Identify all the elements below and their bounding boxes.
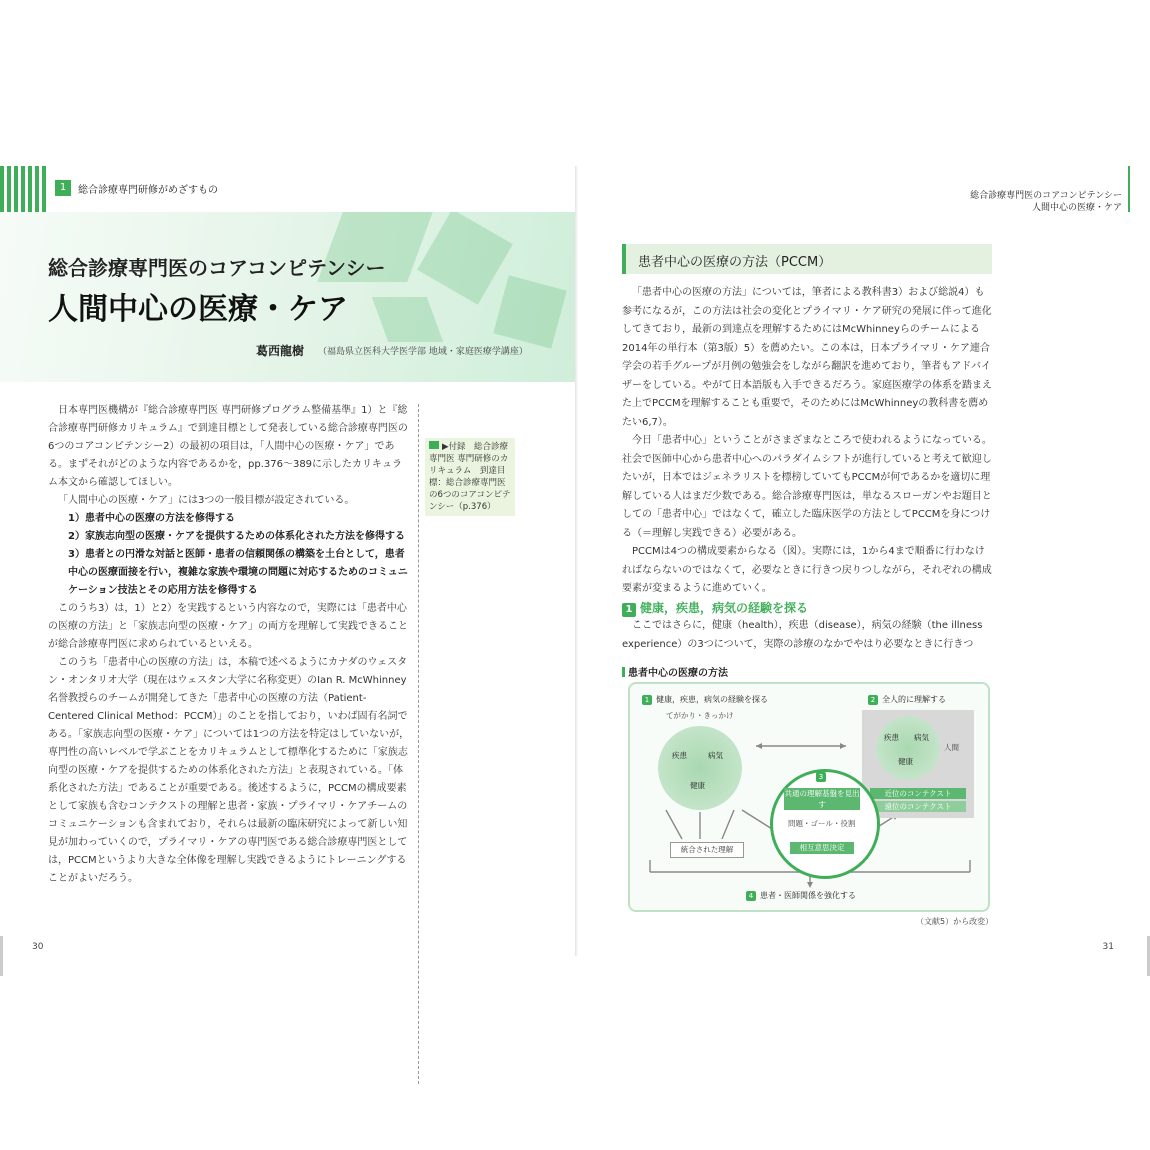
context-far: 遠位のコンテクスト	[870, 801, 966, 812]
component-2-number: 2	[868, 695, 878, 705]
component-4-number: 4	[746, 891, 756, 901]
goal-item: 3）患者との円滑な対話と医師・患者の信頼関係の構築を土台として，患者中心の医療面接を行い，複雑な家族や環境の問題に対応するためのコミュニケーション技法とその応用方法を修得する	[68, 549, 408, 596]
section-title: 患者中心の医療の方法（PCCM）	[638, 255, 832, 270]
chapter-number: 1	[55, 180, 71, 196]
sidenote	[425, 438, 515, 516]
shared-decision: 相互意思決定	[790, 842, 854, 854]
page-number: 31	[1102, 942, 1114, 952]
component-1-number: 1	[642, 695, 652, 705]
venn-label: 疾患	[672, 751, 687, 760]
goal-item: 2）家族志向型の医療・ケアを提供するための体系化された方法を修得する	[68, 531, 405, 542]
paragraph: PCCMは4つの構成要素からなる（図）。実際には，1から4まで順番に行わなければならないのではなくて，必要なときに行きつ戻りつしながら，それぞれの構成要素が変まるように進めていく。	[622, 546, 992, 594]
component-4-text: 患者・医師関係を強化する	[760, 891, 856, 900]
component-2-text: 全人的に理解する	[882, 695, 946, 704]
person-label: 人間	[944, 743, 959, 752]
goal-item: 1）患者中心の医療の方法を修得する	[68, 513, 235, 524]
author-affiliation: （福島県立医科大学医学部 地域・家庭医療学講座）	[318, 347, 528, 357]
subsection-title: 健康，疾患，病気の経験を探る	[640, 600, 809, 615]
figure-title-text: 患者中心の医療の方法	[628, 668, 728, 679]
subsection-number: 1	[622, 603, 636, 617]
venn-label: 病気	[708, 751, 723, 760]
component-2-label	[868, 694, 946, 705]
figure-title	[622, 664, 728, 679]
subsection-heading	[622, 599, 992, 618]
paragraph: 「人間中心の医療・ケア」には3つの一般目標が設定されている。	[58, 495, 355, 506]
integrated-understanding-box: 統合された理解	[670, 842, 744, 858]
component-4-label	[746, 890, 856, 901]
arrow-icon	[429, 441, 439, 449]
running-head: 総合診療専門医のコアコンピテンシー	[970, 191, 1122, 201]
body-text	[622, 284, 992, 654]
chapter-stripes	[0, 166, 46, 212]
article-title: 人間中心の医療・ケア	[48, 292, 348, 327]
component-3-number-wrap	[816, 772, 830, 782]
paragraph: 「患者中心の医療の方法」については，筆者による教科書3）および総説4）も参考になるが，この方法は社会の変化とプライマリ・ケア研究の発展に伴って進化してきており，最新の到達点を理解するためにはMcWhinneyらのチームによる2014年の単行本（第3版）5）を薦めたい。この本は，日本プライマリ・ケア連合学会の若手グループが月例の勉強会をしながら翻訳を進めており，筆者もアドバイザーをしている。やがて日本語版も入手できるだろう。家庭医療学の体系を踏まえた上でPCCMを理解することも重要で，そのためにはMcWhinneyの教科書を薦めたい6,7）。	[622, 287, 992, 428]
page-number: 30	[32, 942, 44, 952]
goal-list	[48, 510, 410, 600]
section-header	[622, 244, 992, 274]
paragraph: このうち「患者中心の医療の方法」は，本稿で述べるようにカナダのウェスタン・オンタリオ大学（現在はウェスタン大学に名称変更）のIan R. McWhinney名誉教授らのチームが開発してきた「患者中心の医療の方法（Patient-Centered Clinical Method：PCCM）」のことを指しており，いわば固有名詞である。「家族志向型の医療・ケア」については1つの方法を特定はしていないが，専門性の高いレベルで学ぶことをカリキュラムとして標準化するために「家族志向型の医療・ケアを提供するための体系化された方法」と表現されている。「体系化された方法」であることが重要である。後述するように，PCCMの構成要素として家族も含むコンテクストの理解と患者・家族・プライマリ・ケアチームのコミュニケーションも含まれており，それらは最新の臨床研究によって新しい知見が加わっていくので，プライマリ・ケアの専門医である総合診療専門医としては，PCCMというより大きな全体像を理解し実践できるようにトレーニングすることがよいだろう。	[48, 657, 410, 884]
venn-label: 疾患	[884, 733, 899, 742]
right-venn	[876, 716, 940, 780]
paragraph: 今日「患者中心」ということがさまざまなところで使われるようになっている。社会で医師中心から患者中心へのパラダイムシフトが進行していると考えて歓迎したいが，日本ではジェネラリストを標榜していてもPCCMが何であるかを適切に理解している人はまだ少数である。総合診療専門医は，単なるスローガンやお題目としての「患者中心」ではなくて，確立した臨床医学の方法としてPCCMを身につける（＝理解し実践できる）必要がある。	[622, 435, 992, 539]
margin-divider	[418, 404, 419, 1084]
paragraph: このうち3）は，1）と2）を実践するという内容なので，実際には「患者中心の医療の方法」と「家族志向型の医療・ケア」の両方を理解して実践できることが総合診療専門医に求められているといえる。	[48, 603, 408, 650]
decor-hexagon	[417, 212, 513, 305]
venn-label: 健康	[690, 781, 705, 790]
paragraph: ここではさらに，健康（health），疾患（disease），病気の経験（the illness experience）の3つについて，実際の診療のなかでやはり必要なときに行きつ	[622, 620, 983, 650]
trigger-label: てがかり・きっかけ	[666, 711, 734, 720]
right-page	[578, 166, 1150, 956]
running-head-bar	[1128, 166, 1130, 212]
problem-goal-role: 問題・ゴール・役割	[788, 819, 856, 828]
figure-mark	[622, 667, 625, 677]
paragraph: 日本専門医機構が『総合診療専門医 専門研修プログラム整備基準』1）と『総合診療専門研修カリキュラム』で到達目標として発表している総合診療専門医の6つのコアコンピテンシー2）の最初の項目は，「人間中心の医療・ケア」である。まずそれがどのような内容であるかを，pp.376～389に示したカリキュラム本文から確認してほしい。	[48, 405, 408, 488]
figure-source: （文献5）から改変）	[916, 917, 994, 926]
venn-label: 病気	[914, 733, 929, 742]
context-near: 近位のコンテクスト	[870, 788, 966, 799]
sidenote-text: ▶付録 総合診療専門医 専門研修のカリキュラム 到達目標：総合診療専門医の6つのコアコンピテンシー（p.376）	[429, 442, 511, 512]
running-head: 人間中心の医療・ケア	[1031, 203, 1122, 213]
body-text	[48, 402, 410, 888]
component-3-text: 共通の理解基盤を見出す	[784, 789, 860, 809]
page-edge-tab	[0, 936, 3, 976]
component-1-text: 健康，疾患，病気の経験を探る	[656, 695, 768, 704]
component-3-number: 3	[816, 772, 826, 782]
decor-hexagon	[493, 275, 566, 348]
article-subtitle: 総合診療専門医のコアコンピテンシー	[48, 256, 386, 280]
decor-hexagon	[372, 297, 443, 342]
chapter-title: 総合診療専門研修がめざすもの	[78, 185, 218, 196]
left-page	[0, 166, 575, 956]
pccm-diagram	[628, 682, 990, 912]
venn-label: 健康	[898, 757, 913, 766]
author-name: 葛西龍樹	[256, 344, 305, 358]
